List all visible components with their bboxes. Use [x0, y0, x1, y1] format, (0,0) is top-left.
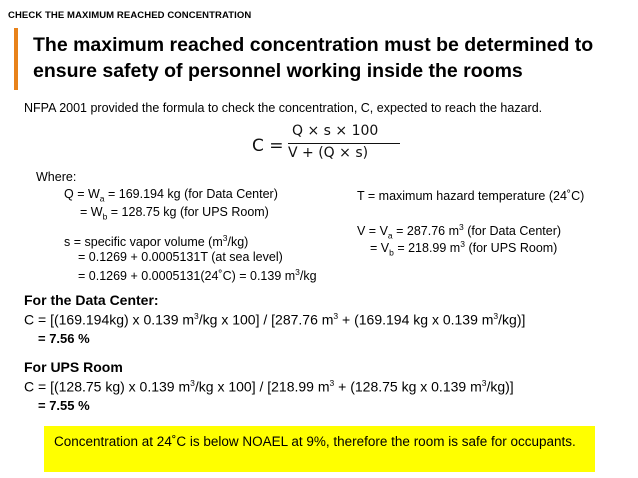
s-formula-line: = 0.1269 + 0.0005131T (at sea level)	[78, 250, 283, 264]
title-accent-bar	[14, 28, 18, 90]
t-definition-line: T = maximum hazard temperature (24˚C)	[357, 189, 585, 203]
ups-room-result: = 7.55 %	[38, 398, 90, 413]
data-center-calculation: C = [(169.194kg) x 0.139 $m^3/kg$ x 100] / [287.76 $m^3 + (169.194$ kg x 0.139 $m^3/kg$)]	[24, 311, 526, 328]
v-data-center-line: $V = V_a = 287.76$ $m^3$ (for Data Center)	[357, 222, 562, 241]
q-ups-room-line: = $W_b = 128.75$ kg (for UPS Room)	[80, 205, 269, 222]
formula-lhs: C =	[252, 136, 284, 156]
data-center-heading: For the Data Center:	[24, 292, 159, 308]
header-label: CHECK THE MAXIMUM REACHED CONCENTRATION	[8, 10, 252, 21]
ups-room-calculation: C = [(128.75 kg) x 0.139 $m^3/kg$ x 100] / [218.99 $m^3 + (128.75$ kg x 0.139 $m^3/kg$)]	[24, 378, 514, 395]
s-definition-line: s = specific vapor volume $(m^3/kg)$	[64, 233, 249, 250]
formula-numerator: Q × s × 100	[292, 123, 379, 139]
data-center-result: = 7.56 %	[38, 331, 90, 346]
page-title: The maximum reached concentration must be determined to ensure safety of personnel working inside the rooms	[33, 34, 594, 82]
v-ups-room-line: = $V_b = 218.99$ $m^3$ (for UPS Room)	[370, 239, 558, 258]
where-label: Where:	[36, 170, 77, 184]
conclusion-banner	[44, 426, 595, 472]
intro-text: NFPA 2001 provided the formula to check the concentration, C, expected to reach the hazard.	[24, 101, 543, 115]
ups-room-heading: For UPS Room	[24, 359, 123, 375]
s-value-line: = 0.1269 + 0.0005131(24˚C) = 0.139 $m^3/kg$	[78, 267, 317, 284]
conclusion-text: Concentration at 24˚C is below NOAEL at 9%, therefore the room is safe for occupants.	[54, 434, 576, 449]
q-data-center-line: $Q = W_a = 169.194$ kg (for Data Center)	[64, 187, 278, 204]
formula-denominator: V + (Q × s)	[288, 145, 369, 161]
